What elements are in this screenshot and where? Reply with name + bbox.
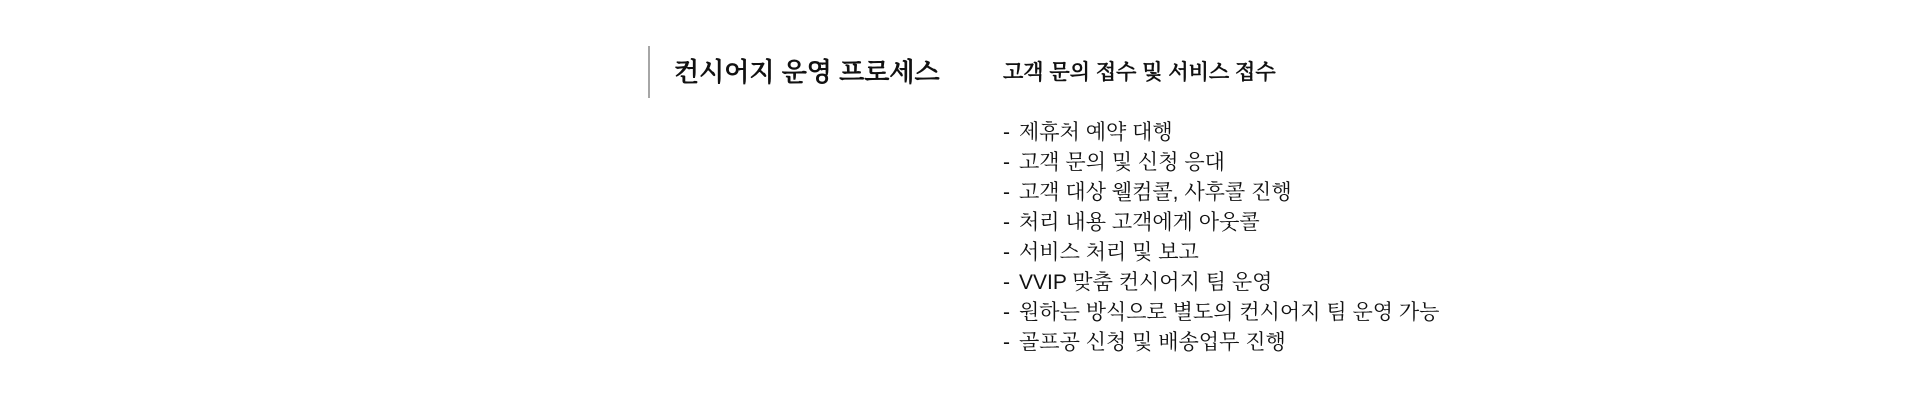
section-title-block: [648, 46, 940, 98]
bullet-dash: -: [1003, 241, 1010, 264]
bullet-dash: -: [1003, 301, 1010, 324]
list-item: [1003, 148, 1439, 178]
bullet-dash: -: [1003, 121, 1010, 144]
section-title: 컨시어지 운영 프로세스: [674, 56, 940, 87]
bullet-dash: -: [1003, 151, 1010, 174]
list-item: [1003, 298, 1439, 328]
list-item-text: 골프공 신청 및 배송업무 진행: [1019, 331, 1286, 354]
bullet-dash: -: [1003, 271, 1010, 294]
process-details: [1003, 58, 1439, 358]
process-item-list: [1003, 118, 1439, 358]
list-item: [1003, 238, 1439, 268]
list-item: [1003, 178, 1439, 208]
list-item-text: 서비스 처리 및 보고: [1019, 241, 1199, 264]
list-item: [1003, 268, 1439, 298]
list-item: [1003, 118, 1439, 148]
list-item-text: 원하는 방식으로 별도의 컨시어지 팀 운영 가능: [1019, 301, 1440, 324]
list-item-text: 제휴처 예약 대행: [1019, 121, 1173, 144]
list-item: [1003, 208, 1439, 238]
list-item-text: 고객 문의 및 신청 응대: [1019, 151, 1225, 174]
list-item-text: 고객 대상 웰컴콜, 사후콜 진행: [1019, 181, 1292, 204]
process-heading: 고객 문의 접수 및 서비스 접수: [1003, 61, 1276, 84]
bullet-dash: -: [1003, 331, 1010, 354]
list-item: [1003, 328, 1439, 358]
bullet-dash: -: [1003, 211, 1010, 234]
list-item-text: 처리 내용 고객에게 아웃콜: [1019, 211, 1260, 234]
bullet-dash: -: [1003, 181, 1010, 204]
list-item-text: VVIP 맞춤 컨시어지 팀 운영: [1019, 271, 1273, 294]
